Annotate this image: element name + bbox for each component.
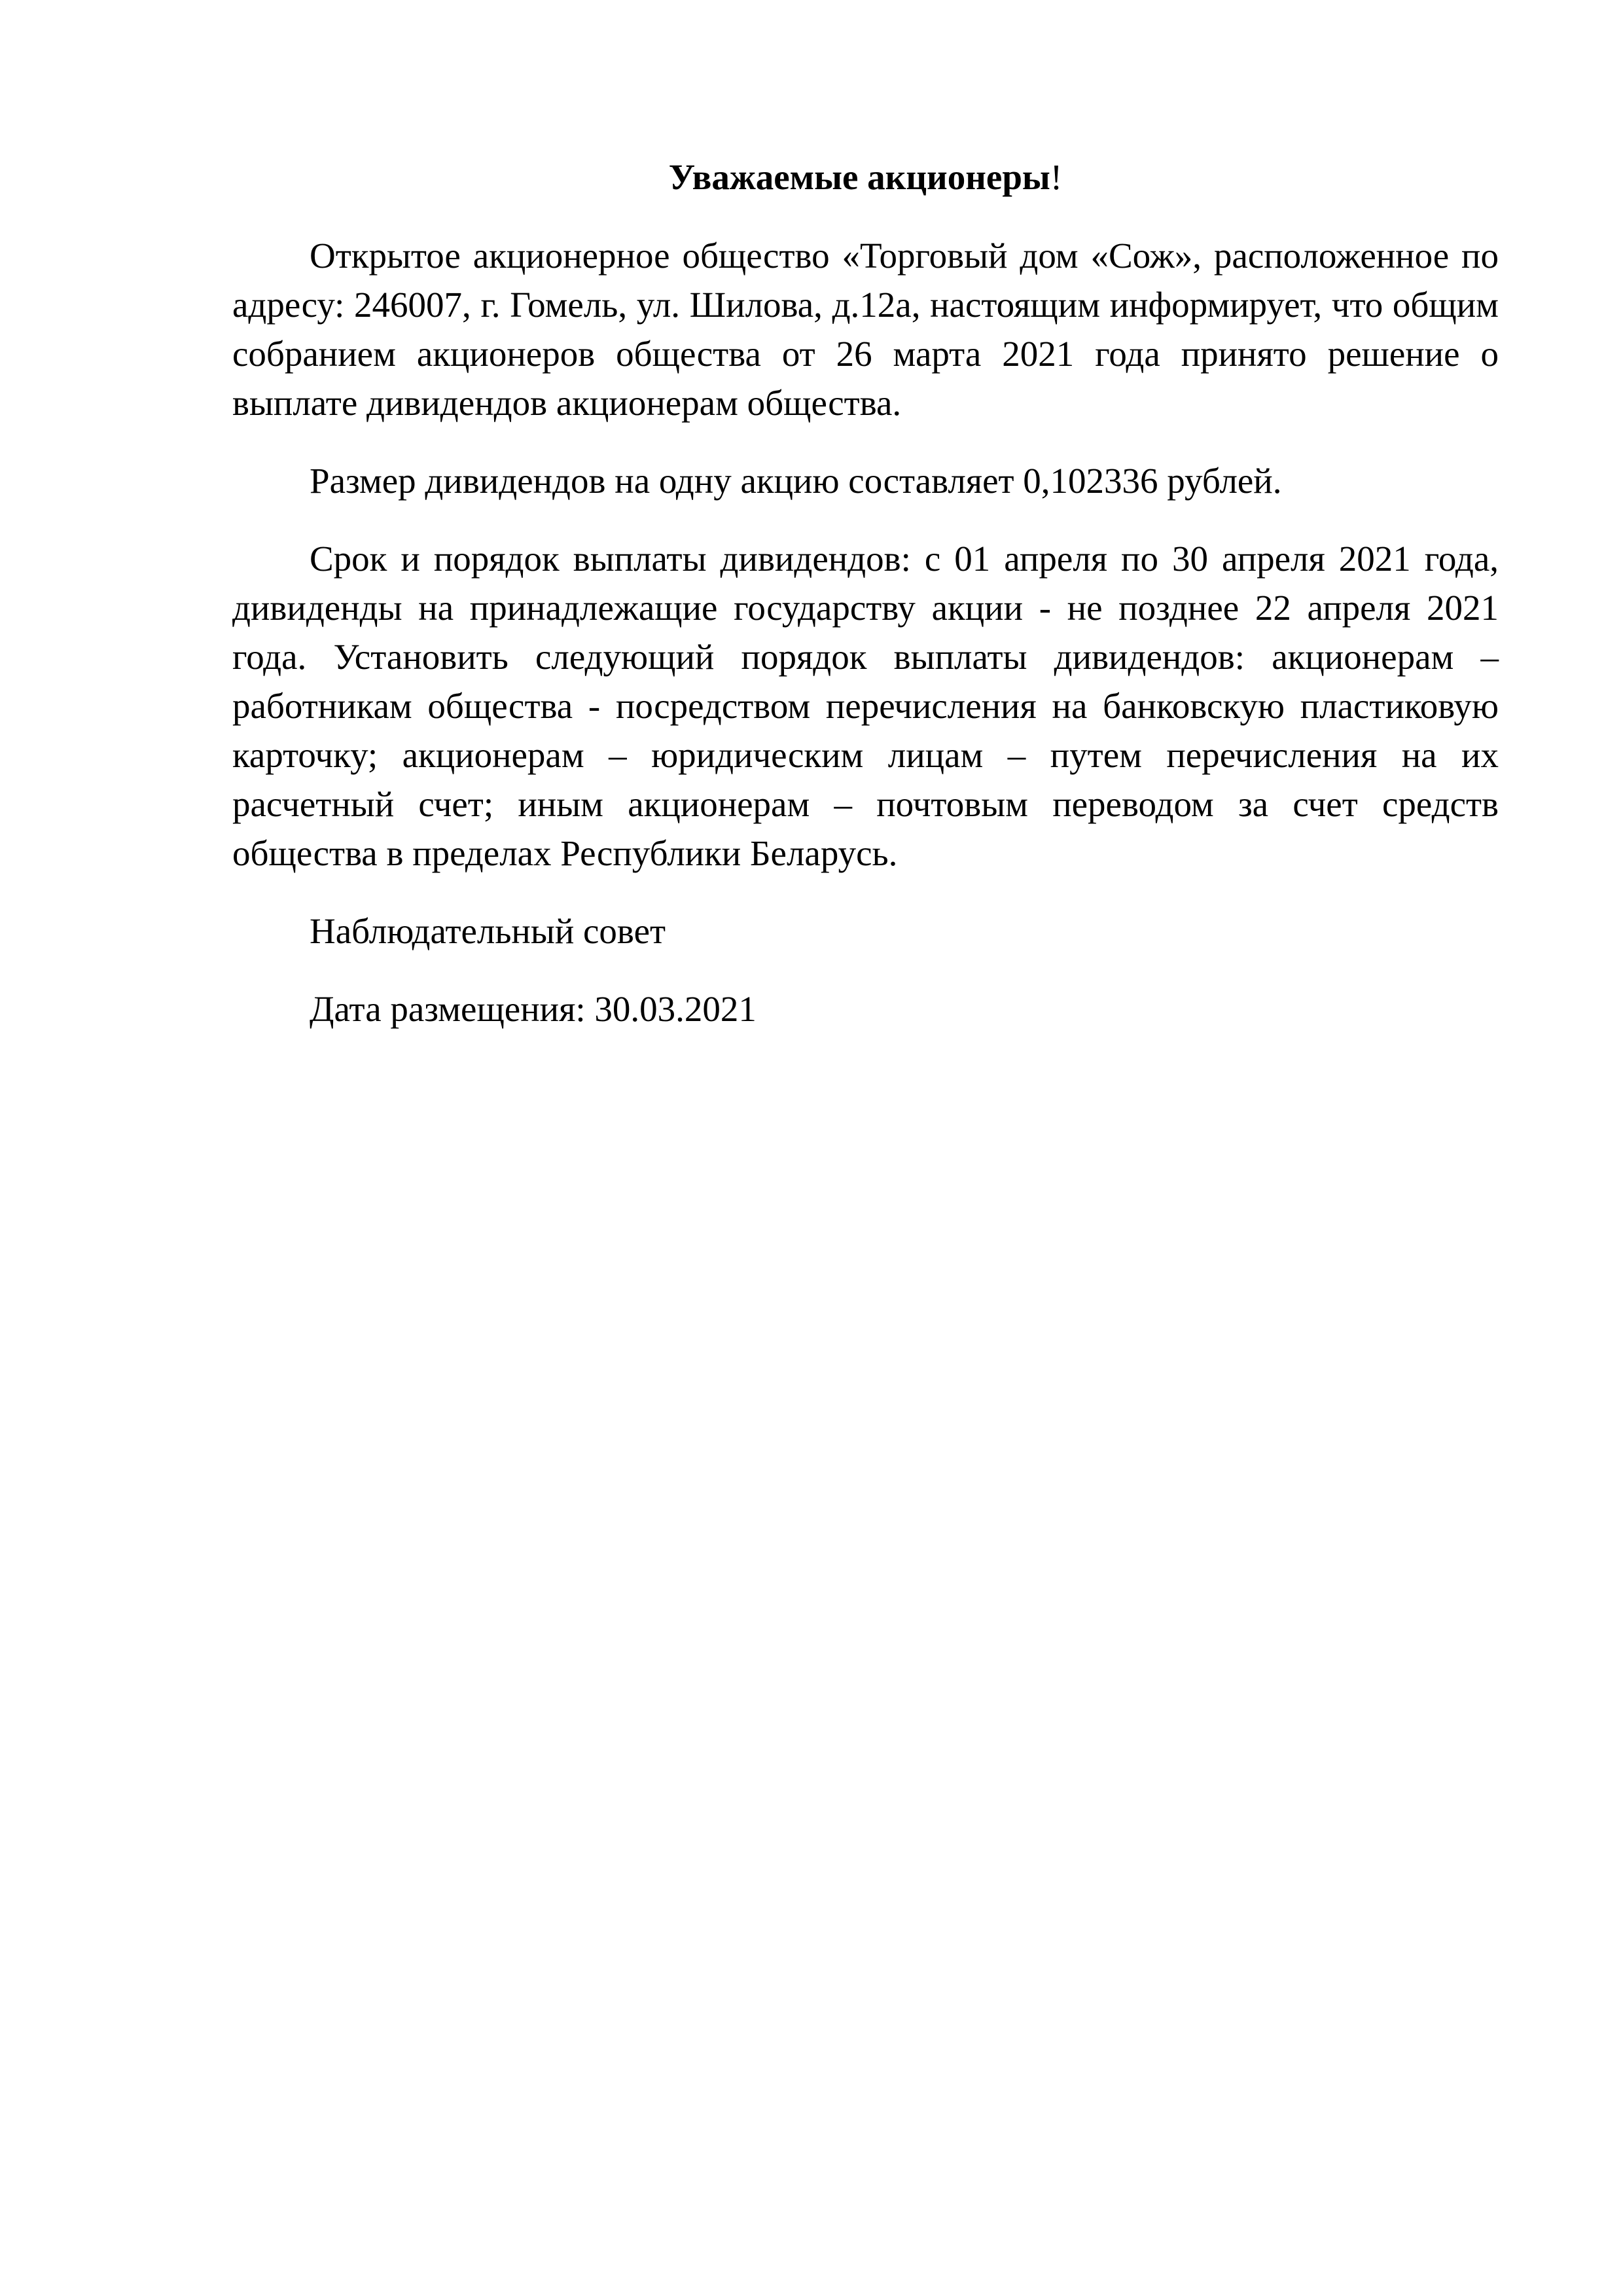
publication-date: Дата размещения: 30.03.2021 [310, 989, 757, 1029]
paragraph-dividend-amount: Размер дивидендов на одну акцию составляет 0,102336 рублей. [310, 461, 1282, 501]
paragraph-announcement: Открытое акционерное общество «Торговый дом «Сож», расположенное по адресу: 246007, г. Гомель, ул. Шилова, д.12а, настоящим информирует, что общим собранием акционеров общества от 26 марта 2021 года принято решение о выплате дивидендов акционерам общества. [232, 236, 1499, 423]
heading-punctuation: ! [1050, 157, 1063, 197]
document-body [232, 152, 1499, 1062]
document-heading [232, 152, 1499, 202]
signature-line: Наблюдательный совет [310, 911, 666, 951]
paragraph-payment-terms: Срок и порядок выплаты дивидендов: с 01 апреля по 30 апреля 2021 года, дивиденды на принадлежащие государству акции - не позднее 22 апреля 2021 года. Установить следующий порядок выплаты дивидендов: акционерам – работникам общества - посредством перечисления на банковскую пластиковую карточку; акционерам – юридическим лицам – путем перечисления на их расчетный счет; иным акционерам – почтовым переводом за счет средств общества в пределах Республики Беларусь. [232, 539, 1499, 873]
heading-bold-text: Уважаемые акционеры [668, 157, 1050, 197]
